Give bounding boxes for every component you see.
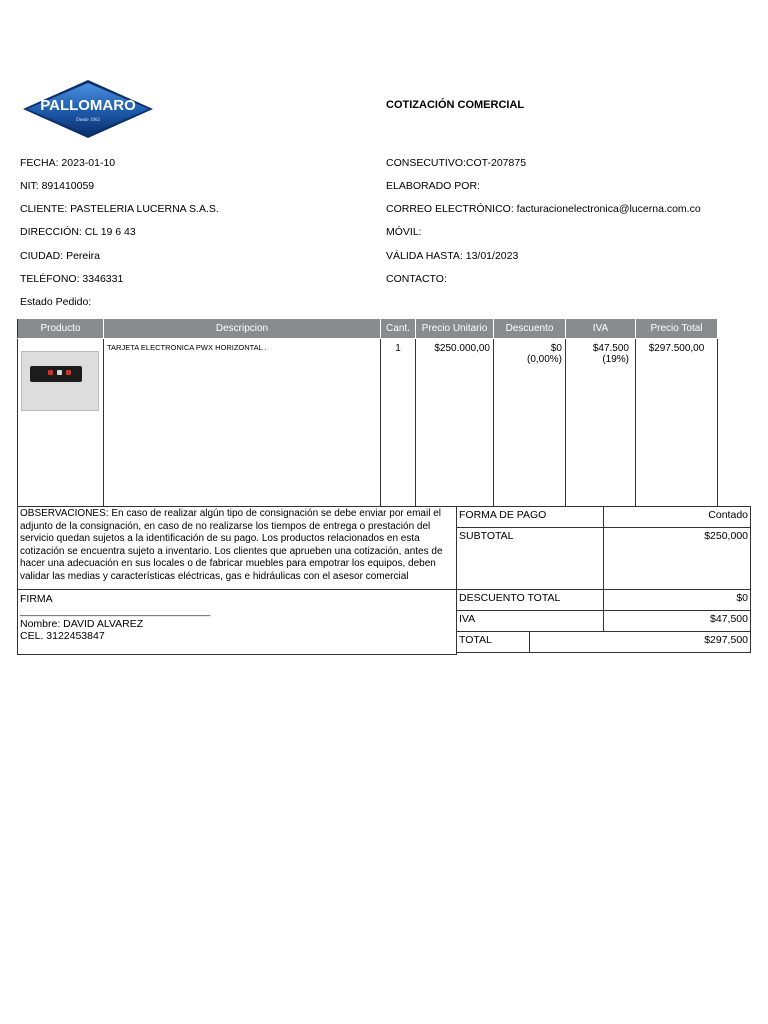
summary-row-descuento [457, 590, 751, 611]
iva-total-value: $47,500 [603, 611, 750, 632]
field-ciudad: CIUDAD: Pereira [20, 250, 100, 262]
cell-cantidad: 1 [381, 339, 416, 507]
firma-cel: CEL. 3122453847 [20, 630, 105, 642]
subtotal-value: $250,000 [603, 528, 750, 590]
summary-row-iva [457, 611, 751, 632]
iva-pct: (19%) [602, 354, 629, 365]
logo-tagline: Desde 1962 [76, 118, 100, 123]
field-direccion: DIRECCIÓN: CL 19 6 43 [20, 226, 136, 238]
firma-label: FIRMA [20, 593, 53, 605]
subtotal-label: SUBTOTAL [457, 528, 604, 590]
field-fecha: FECHA: 2023-01-10 [20, 157, 116, 169]
total-value: $297,500 [529, 632, 750, 653]
cell-descuento [494, 339, 566, 507]
header-iva: IVA [566, 319, 636, 339]
product-image-cell [18, 339, 104, 507]
pallomaro-logo [22, 79, 154, 139]
field-telefono: TELÉFONO: 3346331 [20, 273, 124, 285]
items-table [17, 318, 718, 507]
forma-pago-value: Contado [603, 507, 750, 528]
header-cantidad: Cant. [381, 319, 416, 339]
forma-pago-label: FORMA DE PAGO [457, 507, 604, 528]
logo-wordmark: PALLOMARO [40, 97, 136, 114]
document-title: COTIZACIÓN COMERCIAL [386, 99, 525, 111]
cell-descripcion: TARJETA ELECTRONICA PWX HORIZONTAL . [104, 339, 381, 507]
field-contacto: CONTACTO: [386, 273, 447, 285]
descuento-total-label: DESCUENTO TOTAL [457, 590, 604, 611]
header-descuento: Descuento [494, 319, 566, 339]
firma-line: ______________________________________ [20, 606, 211, 616]
descuento-total-value: $0 [603, 590, 750, 611]
iva-value: $47.500 [592, 343, 629, 354]
product-image [21, 351, 99, 411]
header-precio-unitario: Precio Unitario [416, 319, 494, 339]
field-estado-pedido: Estado Pedido: [20, 296, 92, 308]
descuento-pct: (0,00%) [526, 354, 562, 365]
header-descripcion: Descripcion [104, 319, 381, 339]
descuento-value: $0 [550, 343, 562, 354]
summary-row-total [457, 632, 751, 653]
summary-row-subtotal [457, 528, 751, 590]
header-precio-total: Precio Total [636, 319, 718, 339]
field-valida-hasta: VÁLIDA HASTA: 13/01/2023 [386, 250, 519, 262]
field-consecutivo: CONSECUTIVO:COT-207875 [386, 157, 527, 169]
firma-nombre: Nombre: DAVID ALVAREZ [20, 618, 144, 630]
field-cliente: CLIENTE: PASTELERIA LUCERNA S.A.S. [20, 203, 219, 215]
cell-iva [566, 339, 636, 507]
iva-total-label: IVA [457, 611, 604, 632]
summary-row-forma-pago [457, 507, 751, 528]
summary-table [456, 506, 751, 653]
cell-precio-unitario: $250.000,00 [416, 339, 494, 507]
field-correo: CORREO ELECTRÓNICO: facturacionelectronica@lucerna.com.co [386, 203, 701, 215]
observaciones-box: OBSERVACIONES: En caso de realizar algún tipo de consignación se debe enviar por email el adjunto de la consignación, en caso de no realizarse los tiempos de entrega o prestación del servicio quedan sujetos a la identificación de su pago. Los productos relacionados en esta cotización se encuentra sujeto a inventario. Los clientes que aprueben una cotización, antes de hacer una adecuación en sus locales o de fabricar muebles para empotrar los equipos, deben validar las medias y características eléctricas, gas e hidráulicas con el asesor comercial [17, 506, 457, 590]
field-elaborado-por: ELABORADO POR: [386, 180, 480, 192]
cell-precio-total: $297.500,00 [636, 339, 718, 507]
table-row [18, 339, 718, 507]
field-nit: NIT: 891410059 [20, 180, 95, 192]
field-movil: MÓVIL: [386, 226, 422, 238]
firma-box [17, 589, 457, 655]
table-header-row [18, 319, 718, 339]
header-producto: Producto [18, 319, 104, 339]
total-label: TOTAL [457, 632, 530, 653]
